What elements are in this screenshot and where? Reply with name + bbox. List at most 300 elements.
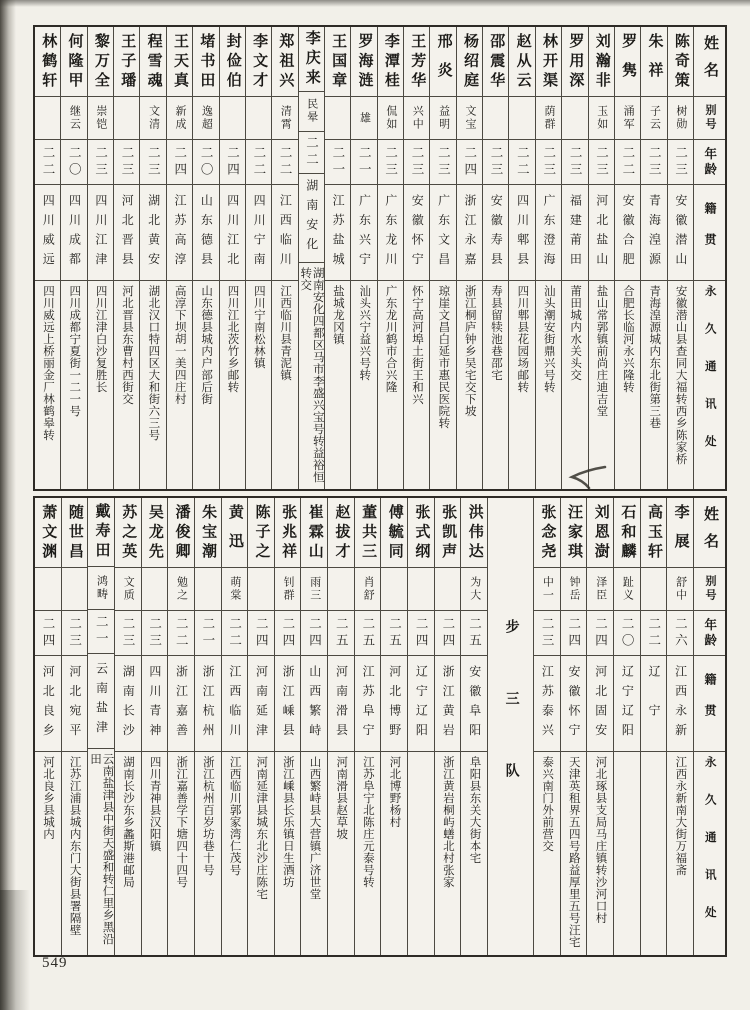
person-column (461, 498, 488, 955)
address-cell-text: 四川郫县花园场邮转 (516, 285, 529, 393)
person-column (299, 27, 325, 489)
alias-cell (301, 568, 327, 611)
age-cell (195, 611, 221, 656)
alias-cell (114, 97, 139, 140)
address-cell-text: 江苏阜宁北陈庄元泰号转 (361, 756, 374, 888)
address-cell header-cell-text: 永久通讯处 (703, 285, 716, 473)
alias-cell (667, 568, 693, 611)
age-cell-text: 二一 (94, 615, 109, 649)
person-column (536, 27, 562, 489)
address-cell (355, 752, 381, 955)
alias-cell (61, 97, 86, 140)
alias-cell-text: 荫群 (543, 105, 556, 131)
native-cell (641, 656, 667, 752)
person-column (589, 27, 615, 489)
name-cell-text: 戴寿田 (93, 503, 110, 562)
age-cell-text: 二一 (200, 616, 215, 650)
header-column (694, 498, 725, 955)
address-cell (536, 281, 561, 489)
alias-cell (222, 568, 248, 611)
alias-cell (88, 97, 113, 140)
person-column (301, 498, 328, 955)
address-cell-text: 安徽潜山县查同大福转西乡陈家桥 (674, 285, 687, 465)
name-cell (381, 498, 407, 568)
alias-cell-text: 雨三 (308, 576, 321, 602)
native-cell header-cell (694, 656, 725, 752)
alias-cell-text: 钊群 (282, 576, 295, 602)
address-cell (483, 281, 508, 489)
native-cell (272, 185, 297, 281)
native-cell (561, 656, 587, 752)
person-column (115, 498, 142, 955)
name-cell-text: 张念尧 (539, 503, 556, 562)
name-cell-text: 罗海涟 (356, 32, 373, 91)
age-cell (641, 611, 667, 656)
age-cell (587, 611, 613, 656)
alias-cell (325, 97, 350, 140)
address-cell-text: 浙江嘉善学下塘四十四号 (175, 756, 188, 888)
name-cell (142, 498, 168, 568)
name-cell-text: 朱祥 (646, 32, 663, 91)
age-cell-text: 二六 (673, 616, 688, 650)
alias-cell (88, 567, 114, 610)
native-cell (222, 656, 248, 752)
age-cell (142, 611, 168, 656)
name-cell-text: 赵拔才 (333, 503, 350, 562)
age-cell-text: 二四 (440, 616, 455, 650)
address-cell header-cell (694, 752, 725, 955)
alias-cell (381, 568, 407, 611)
address-cell (35, 752, 61, 955)
person-column (509, 27, 535, 489)
alias-cell (35, 97, 60, 140)
directory-table-top (33, 25, 727, 491)
person-column (248, 498, 275, 955)
address-cell (404, 281, 429, 489)
name-cell (248, 498, 274, 568)
age-cell-text: 二〇 (67, 145, 82, 179)
age-cell-text: 二二 (646, 616, 661, 650)
alias-cell (615, 97, 640, 140)
address-cell (248, 752, 274, 955)
name-cell-text: 王子璠 (119, 32, 136, 91)
person-column (562, 27, 588, 489)
name-cell (272, 27, 297, 97)
native-cell (430, 185, 455, 281)
native-cell-text: 广东文昌 (436, 193, 451, 272)
native-cell-text: 河北盐山 (594, 193, 609, 272)
address-cell-text: 江西永新南大街万福斋 (674, 756, 687, 876)
alias-cell (140, 97, 165, 140)
native-cell-text: 浙江嘉善 (174, 664, 189, 743)
age-cell header-cell (694, 611, 725, 656)
name-cell-text: 何隆甲 (66, 32, 83, 91)
alias-cell-text: 肖舒 (362, 576, 375, 602)
address-cell-text: 四川江北茨竹乡邮转 (226, 285, 239, 393)
address-cell (301, 752, 327, 955)
age-cell header-cell (694, 140, 725, 185)
address-cell (534, 752, 560, 955)
alias-cell (167, 97, 192, 140)
name-cell-text: 陈奇策 (672, 32, 689, 91)
address-cell-text: 江西临川郭家湾仁茂号 (228, 756, 241, 876)
alias-cell (355, 568, 381, 611)
name-cell (140, 27, 165, 97)
age-cell-text: 二三 (409, 145, 424, 179)
address-cell (381, 752, 407, 955)
name-cell (168, 498, 194, 568)
alias-cell header-cell (694, 97, 725, 140)
native-cell-text: 江西临川 (227, 664, 242, 743)
scan-corner-shadow (0, 890, 30, 1010)
native-cell-text: 浙江杭州 (201, 664, 216, 743)
native-cell (140, 185, 165, 281)
native-cell-text: 安徽合肥 (621, 193, 636, 272)
name-cell (483, 27, 508, 97)
address-cell-text: 河北博野杨村 (388, 756, 401, 828)
address-cell-text: 阜阳县东关大街本宅 (468, 756, 481, 864)
address-cell (408, 752, 434, 955)
name-cell (408, 498, 434, 568)
age-cell-text: 二四 (40, 616, 55, 650)
name-cell (534, 498, 560, 568)
address-cell (589, 281, 614, 489)
age-cell (272, 140, 297, 185)
age-cell-text: 二二 (515, 145, 530, 179)
age-cell-text: 二四 (254, 616, 269, 650)
native-cell-text: 四川郫县 (515, 193, 530, 272)
age-cell (246, 140, 271, 185)
native-cell-text: 安徽怀宁 (567, 664, 582, 743)
alias-cell (562, 97, 587, 140)
alias-cell-text: 文清 (147, 105, 160, 131)
native-cell (88, 654, 114, 749)
native-cell (536, 185, 561, 281)
address-cell-text: 河北琢县支局马庄镇转沙河口村 (594, 756, 607, 924)
address-cell-text: 琼崖文昌白延市惠民医院转 (437, 285, 450, 429)
age-cell-text: 二二 (251, 145, 266, 179)
age-cell-text: 二四 (307, 616, 322, 650)
address-cell-text: 广东龙川鹤市合兴隆 (384, 285, 397, 393)
address-cell (328, 752, 354, 955)
name-cell (378, 27, 403, 97)
alias-cell-text: 民晕 (305, 98, 318, 125)
address-cell (668, 281, 693, 489)
age-cell (509, 140, 534, 185)
age-cell header-cell-text: 年龄 (702, 617, 717, 649)
person-column (35, 27, 61, 489)
address-cell-text: 四川宁南松林镇 (252, 285, 265, 369)
address-cell (168, 752, 194, 955)
name-cell (88, 498, 114, 567)
name-cell (222, 498, 248, 568)
native-cell (88, 185, 113, 281)
native-cell (587, 656, 613, 752)
age-cell (62, 611, 88, 656)
alias-cell (614, 568, 640, 611)
name-cell-text: 邢炎 (435, 32, 452, 91)
age-cell-text: 二三 (568, 145, 583, 179)
age-cell (381, 611, 407, 656)
alias-cell-text: 泽臣 (594, 576, 607, 602)
native-cell-text: 河北晋县 (120, 193, 135, 272)
address-cell-text: 湖北汉口特四区大和街六三号 (147, 285, 160, 441)
native-cell header-cell-text: 籍贯 (703, 201, 717, 264)
person-column (355, 498, 382, 955)
person-column (404, 27, 430, 489)
address-cell-text: 河北良乡县城内 (41, 756, 54, 840)
age-cell-text: 二三 (146, 145, 161, 179)
age-cell (355, 611, 381, 656)
person-column (168, 498, 195, 955)
alias-cell (35, 568, 61, 611)
name-cell-text: 李庆来 (303, 29, 320, 88)
name-cell-text: 朱宝潮 (200, 503, 217, 562)
native-cell header-cell-text: 籍贯 (703, 672, 717, 735)
alias-cell-text: 文宝 (463, 105, 476, 131)
address-cell-text: 四川江津白沙复胜长 (94, 285, 107, 393)
age-cell (248, 611, 274, 656)
native-cell-text: 河北良乡 (41, 664, 56, 743)
name-cell (88, 27, 113, 97)
age-cell (88, 610, 114, 655)
native-cell-text: 广东龙川 (383, 193, 398, 272)
alias-cell (461, 568, 487, 611)
address-cell-text: 高淳下坝胡一美四庄村 (173, 285, 186, 405)
alias-cell (457, 97, 482, 140)
person-column (62, 498, 89, 955)
address-cell-text: 河北晋县东曹村西街交 (121, 285, 134, 405)
age-cell (299, 132, 324, 174)
name-cell (641, 27, 666, 97)
name-cell-text: 林开渠 (541, 32, 558, 91)
name-cell (667, 498, 693, 568)
alias-cell (435, 568, 461, 611)
address-cell (222, 752, 248, 955)
native-cell-text: 四川江津 (93, 193, 108, 272)
address-cell (62, 752, 88, 955)
address-cell-text: 云南盐津县中街天盛和转仁里乡黑沿田 (89, 753, 114, 946)
name-cell (351, 27, 376, 97)
name-cell (328, 498, 354, 568)
alias-cell (561, 568, 587, 611)
native-cell-text: 福建莆田 (568, 193, 583, 272)
age-cell (404, 140, 429, 185)
address-cell (88, 281, 113, 489)
name-cell (641, 498, 667, 568)
name-cell (561, 498, 587, 568)
address-cell-text: 汕头兴宁益兴号转 (358, 285, 371, 381)
address-cell (641, 752, 667, 955)
name-cell (35, 27, 60, 97)
person-column (641, 498, 668, 955)
native-cell-text: 云南盐津 (94, 662, 109, 741)
age-cell-text: 二四 (172, 145, 187, 179)
age-cell-text: 二四 (225, 145, 240, 179)
native-cell (461, 656, 487, 752)
native-cell-text: 四川青神 (147, 664, 162, 743)
age-cell-text: 二三 (120, 616, 135, 650)
name-cell (299, 27, 324, 92)
alias-cell-text: 趾义 (621, 576, 634, 602)
address-cell-text: 四川威远上桥丽金厂林鹤皋转 (41, 285, 54, 441)
name-cell header-cell-text: 姓名 (702, 505, 718, 560)
age-cell-text: 二二 (304, 135, 319, 169)
native-cell (667, 656, 693, 752)
name-cell-text: 林鹤轩 (40, 32, 57, 91)
name-cell-text: 邵震华 (488, 32, 505, 91)
age-cell-text: 二三 (673, 145, 688, 179)
address-cell (435, 752, 461, 955)
age-cell (35, 611, 61, 656)
name-cell (509, 27, 534, 97)
native-cell-text: 安徽潜山 (673, 193, 688, 272)
native-cell (435, 656, 461, 752)
age-cell-text: 二五 (334, 616, 349, 650)
address-cell (351, 281, 376, 489)
alias-cell-text: 玉如 (595, 105, 608, 131)
person-column (534, 498, 561, 955)
address-cell (246, 281, 271, 489)
person-column (35, 498, 62, 955)
address-cell (561, 752, 587, 955)
alias-cell (272, 97, 297, 140)
age-cell (641, 140, 666, 185)
alias-cell-text: 鸿畴 (95, 575, 108, 601)
name-cell-text: 李潭桂 (382, 32, 399, 91)
native-cell (483, 185, 508, 281)
age-cell (562, 140, 587, 185)
age-cell-text: 二一 (357, 145, 372, 179)
native-cell-text: 江苏盐城 (331, 193, 346, 272)
name-cell-text: 汪家琪 (566, 503, 583, 562)
person-column (88, 498, 115, 955)
alias-cell-text: 文质 (122, 576, 135, 602)
address-cell-text: 盐城龙冈镇 (331, 285, 344, 345)
address-cell header-cell (694, 281, 725, 489)
name-cell (195, 498, 221, 568)
native-cell (404, 185, 429, 281)
address-cell (587, 752, 613, 955)
native-cell (381, 656, 407, 752)
alias-cell (220, 97, 245, 140)
person-column (167, 27, 193, 489)
age-cell (168, 611, 194, 656)
native-cell (589, 185, 614, 281)
native-cell-text: 江苏高淳 (172, 193, 187, 272)
native-cell-text: 河南滑县 (334, 664, 349, 743)
native-cell (641, 185, 666, 281)
age-cell-text: 二三 (93, 145, 108, 179)
address-cell (220, 281, 245, 489)
age-cell (328, 611, 354, 656)
alias-cell-text: 崇铠 (94, 105, 107, 131)
name-cell-text: 傅毓同 (386, 503, 403, 562)
native-cell (246, 185, 271, 281)
person-column (430, 27, 456, 489)
address-cell (378, 281, 403, 489)
alias-cell (483, 97, 508, 140)
native-cell-text: 河北博野 (387, 664, 402, 743)
address-cell (167, 281, 192, 489)
name-cell-text: 张式纲 (413, 503, 430, 562)
native-cell-text: 湖南安化 (304, 178, 319, 257)
age-cell-text: 二三 (436, 145, 451, 179)
native-cell-text: 广东澄海 (542, 193, 557, 272)
page-number: 549 (42, 955, 68, 971)
alias-cell (408, 568, 434, 611)
alias-cell (536, 97, 561, 140)
alias-cell header-cell-text: 别号 (704, 104, 716, 132)
native-cell-text: 河南延津 (254, 664, 269, 743)
alias-cell-text: 逸超 (200, 105, 213, 131)
person-column (483, 27, 509, 489)
person-column (114, 27, 140, 489)
address-cell (325, 281, 350, 489)
name-cell header-cell-text: 姓名 (702, 34, 718, 89)
native-cell-text: 青海湟源 (647, 193, 662, 272)
native-cell-text: 四川威远 (41, 193, 56, 272)
person-column (641, 27, 667, 489)
address-cell-text: 怀宁高河埠土街王和兴 (410, 285, 423, 405)
alias-cell (193, 97, 218, 140)
address-cell-text: 河南滑县赵草坡 (335, 756, 348, 840)
address-cell-text: 浙江嵊县长乐镇日生酒坊 (281, 756, 294, 888)
name-cell (62, 498, 88, 568)
alias-cell-text: 钟岳 (568, 576, 581, 602)
person-column (220, 27, 246, 489)
native-cell (61, 185, 86, 281)
native-cell (275, 656, 301, 752)
name-cell (114, 27, 139, 97)
name-cell header-cell (694, 498, 725, 568)
age-cell-text: 二三 (647, 145, 662, 179)
age-cell-text: 二二 (278, 145, 293, 179)
address-cell-text: 四川青神县汉阳镇 (148, 756, 161, 852)
native-cell-text: 浙江永嘉 (462, 193, 477, 272)
address-cell-text: 泰兴南门外前营交 (541, 756, 554, 852)
name-cell-text: 洪伟达 (466, 503, 483, 562)
name-cell-text: 王芳华 (409, 32, 426, 91)
age-cell (114, 140, 139, 185)
name-cell (615, 27, 640, 97)
person-column (381, 498, 408, 955)
person-column (435, 498, 462, 955)
person-column (328, 498, 355, 955)
person-column (193, 27, 219, 489)
native-cell (35, 185, 60, 281)
native-cell-text: 湖北黄安 (146, 193, 161, 272)
age-cell-text: 二三 (383, 145, 398, 179)
age-cell (220, 140, 245, 185)
name-cell (457, 27, 482, 97)
person-column (561, 498, 588, 955)
name-cell-text: 高玉轩 (646, 503, 663, 562)
alias-cell-text: 中一 (541, 576, 554, 602)
native-cell-text: 湖南长沙 (121, 664, 136, 743)
age-cell-text: 二五 (467, 616, 482, 650)
alias-cell (248, 568, 274, 611)
person-column (142, 498, 169, 955)
name-cell-text: 赵从云 (514, 32, 531, 91)
age-cell (483, 140, 508, 185)
alias-cell header-cell-text: 别号 (704, 575, 716, 603)
age-cell (140, 140, 165, 185)
age-cell-text: 二〇 (199, 145, 214, 179)
name-cell (325, 27, 350, 97)
alias-cell-text: 雄 (358, 111, 371, 125)
person-column (351, 27, 377, 489)
